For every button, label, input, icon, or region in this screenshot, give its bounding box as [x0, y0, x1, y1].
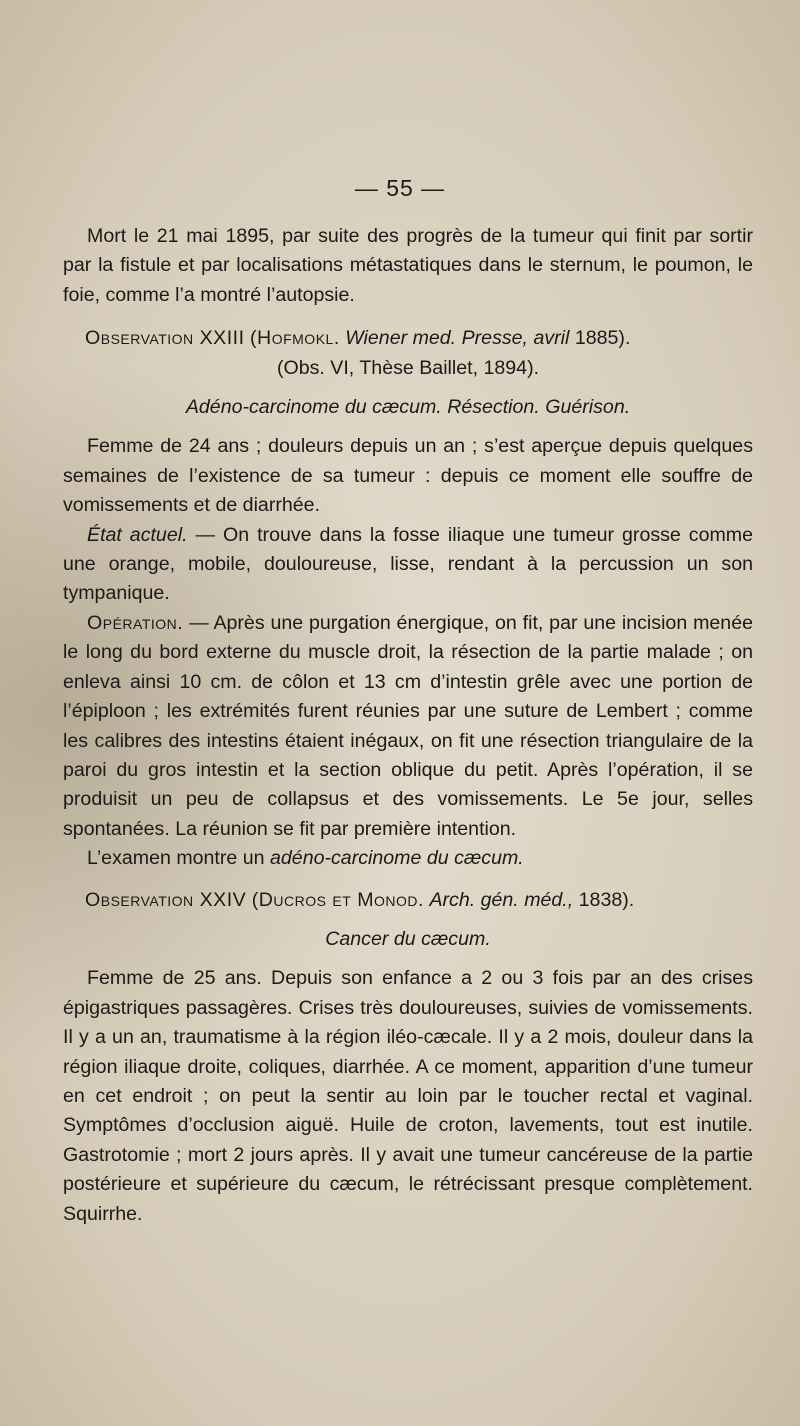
examen-text: L’examen montre un [87, 847, 265, 870]
paragraph-operation [63, 609, 753, 844]
paragraph-examen [63, 844, 753, 873]
body-text [63, 222, 753, 1229]
observation-label: Observation XXIV [85, 888, 247, 911]
paragraph-femme-24: Femme de 24 ans ; douleurs depuis un an ; s’est aperçue depuis quelques semaines de l’existence de sa tumeur : depuis ce moment elle souffre de vomissements et de diarrhée. [63, 435, 753, 517]
examen-diagnosis: adéno-carcinome du cæcum. [270, 847, 524, 870]
observation-xxiii-source: (Obs. VI, Thèse Baillet, 1894). [276, 356, 540, 379]
observation-journal: Wiener med. Presse, avril [345, 327, 570, 350]
etat-label: État actuel. [87, 523, 188, 546]
observation-year: 1838). [578, 888, 635, 911]
observation-year: 1885). [574, 327, 631, 350]
paragraph-etat-actuel [63, 521, 753, 609]
observation-author: (Ducros et Monod. [251, 888, 424, 911]
page-number: — 55 — [354, 175, 446, 201]
etat-text: — On trouve dans la fosse iliaque une tumeur grosse comme une orange, mobile, douloureuse, lisse, rendant à la percussion un son tympanique. [63, 523, 754, 605]
observation-author: (Hofmokl. [250, 327, 340, 350]
operation-text: — Après une purgation énergique, on fit, par une incision menée le long du bord externe du muscle droit, la résection de la partie malade ; on enleva ainsi 10 cm. de côlon et 13 cm d’intestin grêle avec une portion de l’épiploon ; les extrémités furent réunies par une suture de Lembert ; comme les calibres des intestins étaient inégaux, on fit une résection triangulaire de la paroi du gros intestin et la section oblique du petit. Après l’opération, il se produisit un peu de collapsus et des vomissements. Le 5e jour, selles spontanées. La réunion se fit par première intention. [63, 611, 753, 840]
observation-journal: Arch. gén. méd., [429, 888, 574, 911]
paragraph-femme-25: Femme de 25 ans. Depuis son enfance a 2 ou 3 fois par an des crises épigastriques passagères. Crises très douloureuses, suivies de vomissements. Il y a un an, traumatisme à la région iléo-cæcale. Il y a 2 mois, douleur dans la région iliaque droite, coliques, diarrhée. A ce moment, apparition d’une tumeur en cet endroit ; on peut la sentir au loin par le toucher rectal et vaginal. Symptômes d’occlusion aiguë. Huile de croton, lavements, tout est inutile. Gastrotomie ; mort 2 jours après. Il y avait une tumeur cancéreuse de la partie postérieure et supérieure du cæcum, le rétrécissant presque complètement. Squirrhe. [63, 967, 753, 1225]
operation-label: Opération. [87, 611, 184, 634]
observation-xxiv-heading [63, 886, 753, 915]
observation-xxiii-heading [63, 324, 753, 353]
observation-label: Observation XXIII [85, 327, 245, 350]
observation-xxiv-title: Cancer du cæcum. [325, 927, 491, 950]
paragraph-death: Mort le 21 mai 1895, par suite des progrès de la tumeur qui finit par sortir par la fistule et par localisations métastatiques dans le sternum, le poumon, le foie, comme l’a montré l’autopsie. [63, 225, 753, 306]
observation-xxiii-title: Adéno-carcinome du cæcum. Résection. Guérison. [185, 396, 631, 419]
